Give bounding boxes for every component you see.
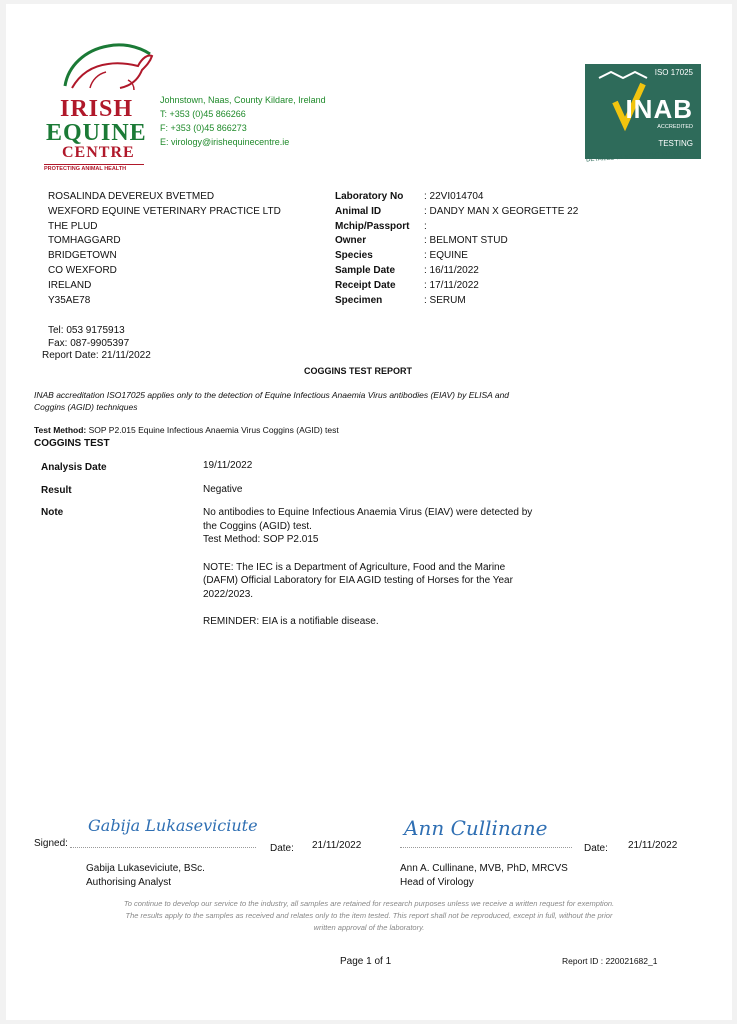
recipient-fax: Fax: 087-9905397: [48, 338, 130, 349]
sample-labels: [335, 190, 409, 308]
note-line: REMINDER: EIA is a notifiable disease.: [203, 616, 379, 627]
right-role: Head of Virology: [400, 877, 474, 888]
note-line: No antibodies to Equine Infectious Anaemia Virus (EIAV) were detected by: [203, 507, 533, 518]
note-text: [203, 506, 532, 629]
inab-note-2: Coggins (AGID) techniques: [34, 402, 138, 412]
contact-phone: T: +353 (0)45 866266: [160, 109, 246, 119]
right-signature: Ann Cullinane: [404, 816, 548, 840]
left-date-label: Date:: [270, 843, 294, 854]
disclaimer-line: To continue to develop our service to the industry, all samples are retained for research purposes unless we receive a written request for exemption.: [123, 899, 615, 908]
note-label: Note: [41, 507, 64, 518]
inab-scope: DETAILED IN SCOPE REG NO.151T: [585, 150, 687, 164]
logo-equine: EQUINE: [46, 120, 147, 146]
right-signature-line: [400, 847, 572, 848]
page-number: Page 1 of 1: [340, 956, 392, 967]
recipient-tel: Tel: 053 9175913: [48, 325, 125, 336]
note-line: NOTE: The IEC is a Department of Agriculture, Food and the Marine: [203, 561, 506, 573]
report-page: [6, 4, 732, 1020]
right-date-label: Date:: [584, 843, 608, 854]
address-line: IRELAND: [48, 279, 92, 291]
sample-value: : BELMONT STUD: [424, 235, 508, 247]
note-line: Test Method: SOP P2.015: [203, 534, 319, 545]
disclaimer: [6, 898, 732, 934]
address-line: BRIDGETOWN: [48, 250, 117, 262]
contact-email: E: virology@irishequinecentre.ie: [160, 137, 290, 147]
logo-irish: IRISH: [60, 96, 134, 122]
sample-value: : 17/11/2022: [424, 279, 479, 291]
sample-value: : 22VI014704: [424, 191, 484, 202]
sample-value: : SERUM: [424, 294, 466, 306]
inab-name: INAB: [625, 94, 693, 124]
sample-label: Specimen: [335, 294, 383, 306]
result-label: Result: [41, 485, 72, 496]
contact-fax: F: +353 (0)45 866273: [160, 123, 247, 133]
note-line: 2022/2023.: [203, 588, 254, 600]
right-name: Ann A. Cullinane, MVB, PhD, MRCVS: [400, 863, 568, 874]
address-line: WEXFORD EQUINE VETERINARY PRACTICE LTD: [48, 205, 281, 217]
sample-value: : DANDY MAN X GEORGETTE 22: [424, 205, 579, 217]
sample-label: Sample Date: [335, 264, 396, 276]
address-line: Y35AE78: [48, 294, 91, 306]
result-value: Negative: [203, 484, 243, 495]
note-line: (DAFM) Official Laboratory for EIA AGID testing of Horses for the Year: [203, 575, 513, 586]
address-line: TOMHAGGARD: [48, 235, 121, 247]
logo-centre: CENTRE: [62, 144, 135, 161]
analysis-label: Analysis Date: [41, 462, 107, 473]
inab-badge: [585, 64, 701, 159]
inab-accredited: ACCREDITED: [657, 124, 693, 130]
left-date: 21/11/2022: [312, 840, 362, 851]
disclaimer-line: The results apply to the samples as received and relates only to the item tested. This report shall not be reproduced, except in full, without the prior: [125, 911, 613, 920]
test-method: [34, 425, 339, 435]
right-date: 21/11/2022: [628, 840, 678, 851]
sample-value: :: [424, 220, 427, 232]
test-method-value: SOP P2.015 Equine Infectious Anaemia Virus Coggins (AGID) test: [88, 425, 339, 435]
inab-iso: ISO 17025: [654, 68, 693, 77]
recipient-address: [48, 190, 281, 308]
report-id: Report ID : 220021682_1: [562, 956, 658, 966]
note-line: the Coggins (AGID) test.: [203, 520, 312, 532]
logo-tagline: PROTECTING ANIMAL HEALTH: [44, 166, 127, 172]
left-role: Authorising Analyst: [86, 877, 172, 888]
horse-logo-icon: [50, 36, 160, 96]
disclaimer-line: written approval of the laboratory.: [313, 923, 425, 932]
sample-value: : EQUINE: [424, 250, 468, 262]
analysis-value: 19/11/2022: [203, 460, 253, 471]
sample-label: Owner: [335, 235, 367, 247]
inab-note-1: INAB accreditation ISO17025 applies only to the detection of Equine Infectious Anaemia Virus antibodies (EIAV) by ELISA and: [34, 390, 510, 400]
address-line: CO WEXFORD: [48, 264, 117, 276]
sample-values: [424, 190, 578, 308]
sample-value: : 16/11/2022: [424, 264, 479, 276]
test-method-label: Test Method:: [34, 425, 87, 435]
sample-label: Species: [335, 250, 373, 262]
section-title: COGGINS TEST: [34, 438, 110, 449]
sample-label: Laboratory No: [335, 191, 404, 202]
address-line: ROSALINDA DEVEREUX BVETMED: [48, 191, 215, 202]
sample-label: Receipt Date: [335, 279, 396, 291]
report-date: Report Date: 21/11/2022: [42, 350, 151, 361]
left-signature-line: [70, 847, 256, 848]
sample-label: Animal ID: [335, 205, 382, 217]
inab-testing: TESTING: [658, 139, 693, 148]
logo-underline: [44, 164, 144, 165]
report-title: COGGINS TEST REPORT: [304, 366, 413, 376]
left-name: Gabija Lukaseviciute, BSc.: [86, 863, 205, 874]
sample-label: Mchip/Passport: [335, 220, 410, 232]
contact-block: [160, 94, 326, 150]
iec-logo: [40, 36, 150, 176]
left-signature: Gabija Lukaseviciute: [88, 816, 258, 835]
contact-address: Johnstown, Naas, County Kildare, Ireland: [160, 95, 326, 105]
signed-label: Signed:: [34, 838, 68, 849]
address-line: THE PLUD: [48, 220, 98, 232]
